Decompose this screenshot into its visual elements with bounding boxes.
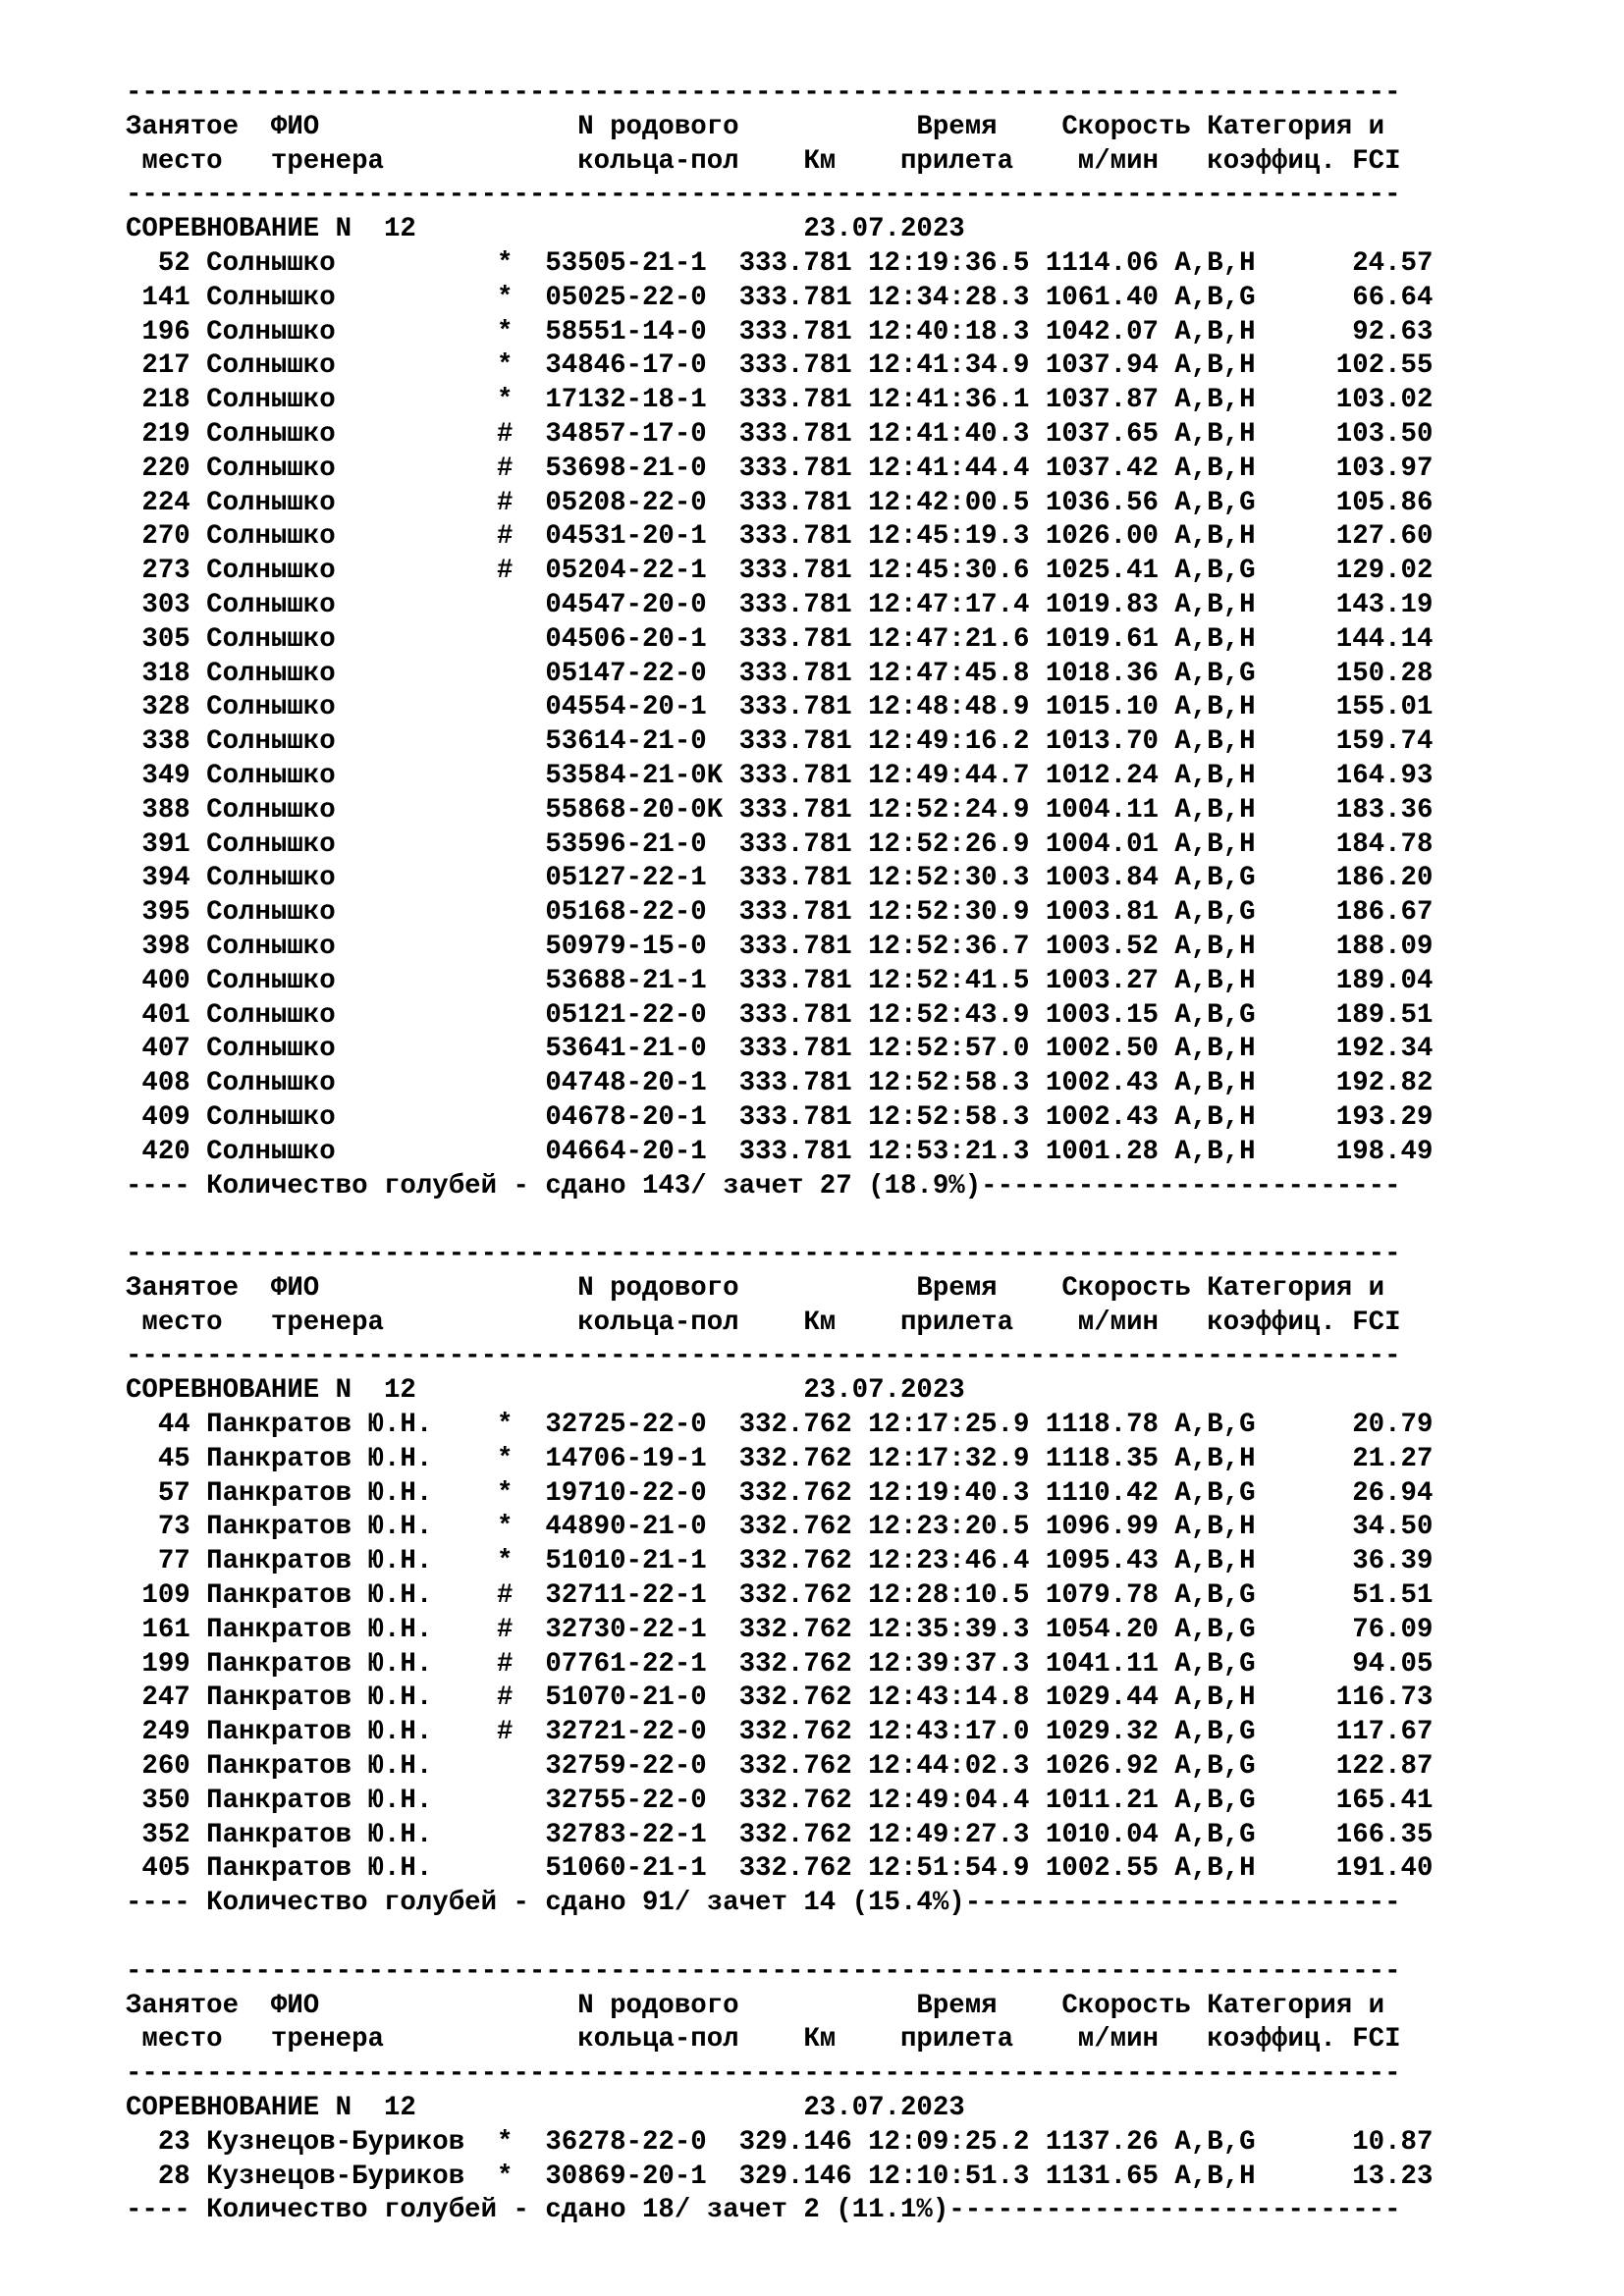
result-row: 305 Солнышко 04506-20-1 333.781 12:47:21.6 1019.61 A,B,H 144.14 bbox=[126, 623, 1434, 655]
summary-line: ---- Количество голубей - сдано 91/ зачет 14 (15.4%)--------------------------- bbox=[126, 1888, 1401, 1919]
result-row: 350 Панкратов Ю.Н. 32755-22-0 332.762 12:49:04.4 1011.21 A,B,G 165.41 bbox=[126, 1785, 1434, 1816]
result-row: 420 Солнышко 04664-20-1 333.781 12:53:21.3 1001.28 A,B,H 198.49 bbox=[126, 1136, 1434, 1167]
column-header-line-2: место тренера кольца-пол Км прилета м/мин коэффиц. FCI bbox=[126, 1307, 1401, 1338]
result-row: 28 Кузнецов-Буриков * 30869-20-1 329.146 12:10:51.3 1131.65 A,B,H 13.23 bbox=[126, 2161, 1434, 2192]
competition-title: СОРЕВНОВАНИЕ N 12 23.07.2023 bbox=[126, 2093, 965, 2124]
result-row: 218 Солнышко * 17132-18-1 333.781 12:41:36.1 1037.87 A,B,H 103.02 bbox=[126, 385, 1434, 416]
results-report bbox=[126, 77, 1433, 2228]
rule-line: ------------------------------------------------------------------------------- bbox=[126, 180, 1401, 211]
result-row: 338 Солнышко 53614-21-0 333.781 12:49:16.2 1013.70 A,B,H 159.74 bbox=[126, 726, 1434, 758]
result-row: 44 Панкратов Ю.Н. * 32725-22-0 332.762 12:17:25.9 1118.78 A,B,G 20.79 bbox=[126, 1410, 1434, 1441]
result-row: 73 Панкратов Ю.Н. * 44890-21-0 332.762 12:23:20.5 1096.99 A,B,H 34.50 bbox=[126, 1512, 1434, 1543]
competition-title: СОРЕВНОВАНИЕ N 12 23.07.2023 bbox=[126, 1375, 965, 1407]
section-gap bbox=[126, 1921, 1433, 1955]
result-row: 388 Солнышко 55868-20-0K 333.781 12:52:24.9 1004.11 A,B,H 183.36 bbox=[126, 794, 1434, 826]
result-row: 45 Панкратов Ю.Н. * 14706-19-1 332.762 12:17:32.9 1118.35 A,B,H 21.27 bbox=[126, 1443, 1434, 1474]
rule-line: ------------------------------------------------------------------------------- bbox=[126, 78, 1401, 108]
result-row: 141 Солнышко * 05025-22-0 333.781 12:34:28.3 1061.40 A,B,G 66.64 bbox=[126, 282, 1434, 313]
result-row: 328 Солнышко 04554-20-1 333.781 12:48:48.9 1015.10 A,B,H 155.01 bbox=[126, 692, 1434, 723]
result-row: 405 Панкратов Ю.Н. 51060-21-1 332.762 12:51:54.9 1002.55 A,B,H 191.40 bbox=[126, 1853, 1434, 1885]
result-row: 23 Кузнецов-Буриков * 36278-22-0 329.146 12:09:25.2 1137.26 A,B,G 10.87 bbox=[126, 2126, 1434, 2158]
rule-line: ------------------------------------------------------------------------------- bbox=[126, 2058, 1401, 2090]
result-row: 391 Солнышко 53596-21-0 333.781 12:52:26.9 1004.01 A,B,H 184.78 bbox=[126, 828, 1434, 860]
result-row: 219 Солнышко # 34857-17-0 333.781 12:41:40.3 1037.65 A,B,H 103.50 bbox=[126, 418, 1434, 450]
result-row: 249 Панкратов Ю.Н. # 32721-22-0 332.762 12:43:17.0 1029.32 A,B,G 117.67 bbox=[126, 1717, 1434, 1748]
result-row: 57 Панкратов Ю.Н. * 19710-22-0 332.762 12:19:40.3 1110.42 A,B,G 26.94 bbox=[126, 1477, 1434, 1509]
result-row: 303 Солнышко 04547-20-0 333.781 12:47:17.4 1019.83 A,B,H 143.19 bbox=[126, 589, 1434, 620]
section-gap bbox=[126, 1203, 1433, 1238]
column-header-line-1: Занятое ФИО N родового Время Скорость Категория и bbox=[126, 1990, 1385, 2021]
summary-line: ---- Количество голубей - сдано 18/ зачет 2 (11.1%)---------------------------- bbox=[126, 2195, 1401, 2226]
result-row: 270 Солнышко # 04531-20-1 333.781 12:45:19.3 1026.00 A,B,H 127.60 bbox=[126, 521, 1434, 553]
result-row: 394 Солнышко 05127-22-1 333.781 12:52:30.3 1003.84 A,B,G 186.20 bbox=[126, 863, 1434, 894]
result-row: 220 Солнышко # 53698-21-0 333.781 12:41:44.4 1037.42 A,B,H 103.97 bbox=[126, 453, 1434, 484]
result-row: 196 Солнышко * 58551-14-0 333.781 12:40:18.3 1042.07 A,B,H 92.63 bbox=[126, 316, 1434, 347]
rule-line: ------------------------------------------------------------------------------- bbox=[126, 1341, 1401, 1372]
result-row: 395 Солнышко 05168-22-0 333.781 12:52:30.9 1003.81 A,B,G 186.67 bbox=[126, 897, 1434, 929]
result-row: 352 Панкратов Ю.Н. 32783-22-1 332.762 12:49:27.3 1010.04 A,B,G 166.35 bbox=[126, 1819, 1434, 1850]
summary-line: ---- Количество голубей - сдано 143/ зачет 27 (18.9%)-------------------------- bbox=[126, 1170, 1401, 1201]
result-row: 400 Солнышко 53688-21-1 333.781 12:52:41.5 1003.27 A,B,H 189.04 bbox=[126, 965, 1434, 996]
column-header-line-2: место тренера кольца-пол Км прилета м/мин коэффиц. FCI bbox=[126, 145, 1401, 177]
column-header-line-2: место тренера кольца-пол Км прилета м/мин коэффиц. FCI bbox=[126, 2024, 1401, 2056]
competition-title: СОРЕВНОВАНИЕ N 12 23.07.2023 bbox=[126, 214, 965, 245]
result-row: 273 Солнышко # 05204-22-1 333.781 12:45:30.6 1025.41 A,B,G 129.02 bbox=[126, 556, 1434, 587]
column-header-line-1: Занятое ФИО N родового Время Скорость Категория и bbox=[126, 111, 1385, 142]
rule-line: ------------------------------------------------------------------------------- bbox=[126, 1239, 1401, 1270]
result-row: 161 Панкратов Ю.Н. # 32730-22-1 332.762 12:35:39.3 1054.20 A,B,G 76.09 bbox=[126, 1614, 1434, 1645]
result-row: 401 Солнышко 05121-22-0 333.781 12:52:43.9 1003.15 A,B,G 189.51 bbox=[126, 999, 1434, 1031]
result-row: 224 Солнышко # 05208-22-0 333.781 12:42:00.5 1036.56 A,B,G 105.86 bbox=[126, 487, 1434, 518]
result-row: 199 Панкратов Ю.Н. # 07761-22-1 332.762 12:39:37.3 1041.11 A,B,G 94.05 bbox=[126, 1648, 1434, 1680]
result-row: 260 Панкратов Ю.Н. 32759-22-0 332.762 12:44:02.3 1026.92 A,B,G 122.87 bbox=[126, 1751, 1434, 1783]
result-row: 407 Солнышко 53641-21-0 333.781 12:52:57.0 1002.50 A,B,H 192.34 bbox=[126, 1034, 1434, 1065]
result-row: 77 Панкратов Ю.Н. * 51010-21-1 332.762 12:23:46.4 1095.43 A,B,H 36.39 bbox=[126, 1546, 1434, 1577]
column-header-line-1: Занятое ФИО N родового Время Скорость Категория и bbox=[126, 1272, 1385, 1304]
result-row: 398 Солнышко 50979-15-0 333.781 12:52:36.7 1003.52 A,B,H 188.09 bbox=[126, 931, 1434, 962]
result-row: 217 Солнышко * 34846-17-0 333.781 12:41:34.9 1037.94 A,B,H 102.55 bbox=[126, 350, 1434, 382]
result-row: 349 Солнышко 53584-21-0K 333.781 12:49:44.7 1012.24 A,B,H 164.93 bbox=[126, 760, 1434, 791]
result-row: 408 Солнышко 04748-20-1 333.781 12:52:58.3 1002.43 A,B,H 192.82 bbox=[126, 1068, 1434, 1099]
result-row: 52 Солнышко * 53505-21-1 333.781 12:19:36.5 1114.06 A,B,H 24.57 bbox=[126, 247, 1434, 279]
result-row: 409 Солнышко 04678-20-1 333.781 12:52:58.3 1002.43 A,B,H 193.29 bbox=[126, 1101, 1434, 1133]
result-row: 109 Панкратов Ю.Н. # 32711-22-1 332.762 12:28:10.5 1079.78 A,B,G 51.51 bbox=[126, 1580, 1434, 1612]
rule-line: ------------------------------------------------------------------------------- bbox=[126, 1955, 1401, 1987]
result-row: 247 Панкратов Ю.Н. # 51070-21-0 332.762 12:43:14.8 1029.44 A,B,H 116.73 bbox=[126, 1682, 1434, 1714]
result-row: 318 Солнышко 05147-22-0 333.781 12:47:45.8 1018.36 A,B,G 150.28 bbox=[126, 658, 1434, 689]
